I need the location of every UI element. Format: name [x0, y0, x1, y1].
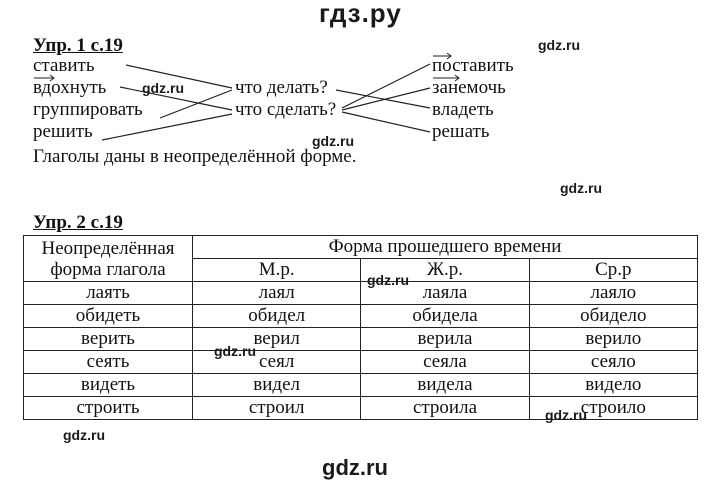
- watermark: gdz.ru: [538, 37, 580, 53]
- table-header-row: [24, 236, 698, 259]
- table-cell: строить: [24, 397, 193, 420]
- watermark: gdz.ru: [142, 80, 184, 96]
- table-cell: лаяла: [361, 282, 529, 305]
- watermark: gdz.ru: [312, 133, 354, 149]
- table-cell: сеять: [24, 351, 193, 374]
- exercise-2-heading: Упр. 2 с.19: [33, 212, 123, 233]
- table-row: [24, 351, 698, 374]
- table-cell: лаяло: [529, 282, 697, 305]
- table-cell: верить: [24, 328, 193, 351]
- table-cell: обидело: [529, 305, 697, 328]
- table-cell: видела: [361, 374, 529, 397]
- left-word-3: группировать: [33, 99, 143, 120]
- match-line-reshat: [342, 112, 430, 132]
- left-word-2-text: вдохнуть: [33, 77, 107, 98]
- watermark: gdz.ru: [545, 407, 587, 423]
- table-cell: лаять: [24, 282, 193, 305]
- watermark: gdz.ru: [367, 272, 409, 288]
- past-tense-group-header: Форма прошедшего времени: [193, 236, 698, 259]
- table-cell: строила: [361, 397, 529, 420]
- watermark: gdz.ru: [560, 180, 602, 196]
- left-word-4: решить: [33, 121, 93, 142]
- table-row: [24, 282, 698, 305]
- match-line-vladet: [336, 90, 430, 108]
- table-cell: строило: [529, 397, 697, 420]
- conclusion-text: Глаголы даны в неопределённой форме.: [33, 146, 357, 167]
- table-row: [24, 305, 698, 328]
- table-cell: сеял: [193, 351, 361, 374]
- table-cell: сеяло: [529, 351, 697, 374]
- verb-forms-table: [23, 235, 698, 420]
- right-word-3: владеть: [432, 99, 494, 120]
- table-row: [24, 397, 698, 420]
- table-cell: верила: [361, 328, 529, 351]
- table-cell: видел: [193, 374, 361, 397]
- feminine-header: Ж.р.: [361, 259, 529, 282]
- table-cell: обидеть: [24, 305, 193, 328]
- site-title: гдз.ру: [319, 0, 402, 28]
- masculine-header: М.р.: [193, 259, 361, 282]
- table-cell: видело: [529, 374, 697, 397]
- match-line-postavit: [342, 64, 430, 108]
- table-row: [24, 374, 698, 397]
- watermark: gdz.ru: [214, 343, 256, 359]
- exercise-1-heading: Упр. 1 с.19: [33, 35, 123, 56]
- right-word-2-text: занемочь: [432, 77, 506, 98]
- question-1: что делать?: [235, 77, 328, 98]
- table-cell: верил: [193, 328, 361, 351]
- watermark: gdz.ru: [63, 427, 105, 443]
- infinitive-column-header: Неопределённая форма глагола: [24, 236, 193, 282]
- table-cell: обидела: [361, 305, 529, 328]
- table-cell: лаял: [193, 282, 361, 305]
- match-line-reshit: [102, 114, 232, 140]
- right-word-1-text: поставить: [432, 55, 514, 76]
- table-cell: обидел: [193, 305, 361, 328]
- table-row: [24, 328, 698, 351]
- table-cell: верило: [529, 328, 697, 351]
- table-cell: строил: [193, 397, 361, 420]
- left-word-1: ставить: [33, 55, 95, 76]
- table-cell: видеть: [24, 374, 193, 397]
- table-cell: сеяла: [361, 351, 529, 374]
- question-2: что сделать?: [235, 99, 337, 120]
- footer-watermark: gdz.ru: [322, 455, 388, 480]
- neuter-header: Ср.р: [529, 259, 697, 282]
- right-word-4: решать: [432, 121, 490, 142]
